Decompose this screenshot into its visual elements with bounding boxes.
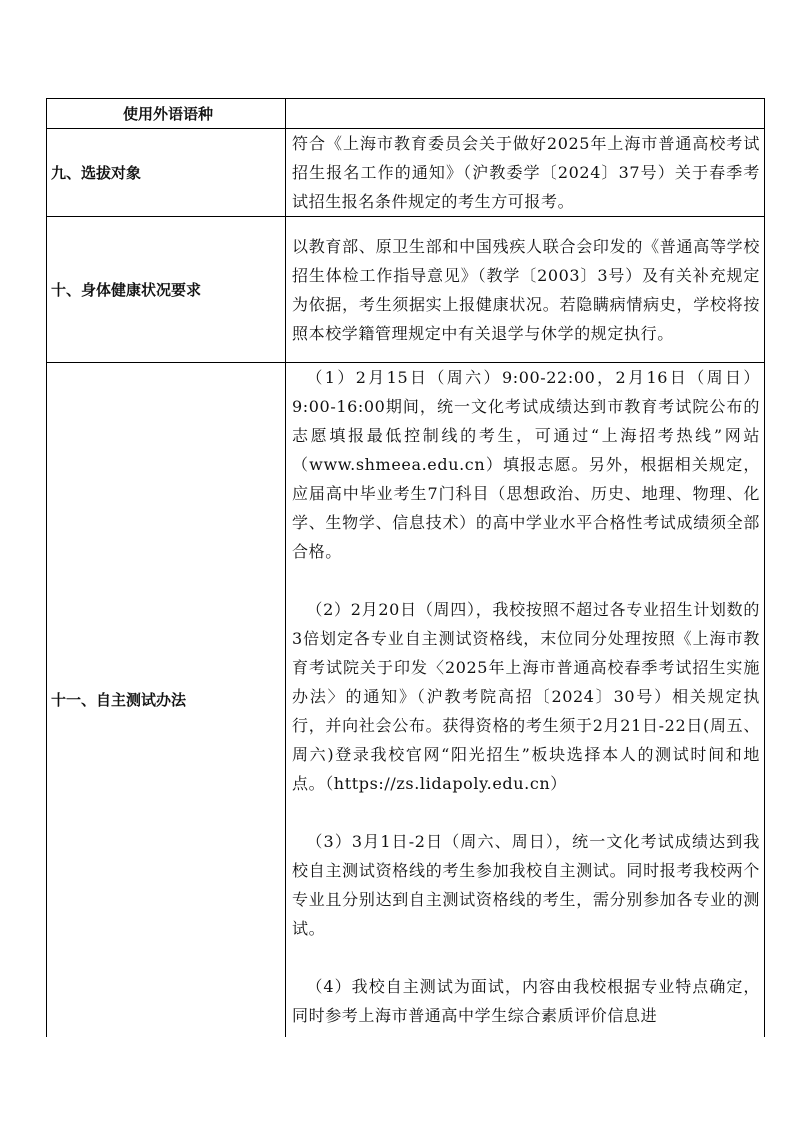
row-value-text: 符合《上海市教育委员会关于做好2025年上海市普通高校考试招生报名工作的通知》（沪教委学〔2024〕37号）关于春季考试招生报名条件规定的考生方可报考。 [292, 134, 760, 211]
paragraph-2: （2）2月20日（周四），我校按照不超过各专业招生计划数的3倍划定各专业自主测试资格线，末位同分处理按照《上海市教育考试院关于印发〈2025年上海市普通高校春季考试招生实施办法〉的通知》（沪教考院高招〔2024〕30号）相关规定执行，并向社会公布。获得资格的考生须于2月21日-22日(周五、周六)登录我校官网“阳光招生”板块选择本人的测试时间和地点。（https://zs.lidapoly.edu.cn） [292, 600, 760, 793]
row-value-empty [286, 99, 765, 129]
table-row [47, 217, 765, 363]
row-label: 使用外语语种 [47, 99, 286, 129]
row-value [286, 217, 765, 363]
table-row [47, 363, 765, 1037]
table-row [47, 129, 765, 217]
paragraph-1: （1）2月15日（周六）9:00-22:00，2月16日（周日）9:00-16:00期间，统一文化考试成绩达到市教育考试院公布的志愿填报最低控制线的考生，可通过“上海招考热线”网站（www.shmeea.edu.cn）填报志愿。另外，根据相关规定，应届高中毕业考生7门科目（思想政治、历史、地理、物理、化学、生物学、信息技术）的高中学业水平合格性考试成绩须全部合格。 [292, 368, 760, 561]
admission-info-table [46, 98, 765, 1037]
paragraph-gap [286, 943, 764, 972]
paragraph-gap [286, 798, 764, 827]
row-label: 十一、自主测试办法 [47, 363, 286, 1037]
paragraph-gap [286, 566, 764, 595]
row-label: 十、身体健康状况要求 [47, 217, 286, 363]
row-value [286, 363, 765, 1037]
row-value-text: 以教育部、原卫生部和中国残疾人联合会印发的《普通高等学校招生体检工作指导意见》（教学〔2003〕3号）及有关补充规定为依据，考生须据实上报健康状况。若隐瞒病情病史，学校将按照本校学籍管理规定中有关退学与休学的规定执行。 [292, 236, 760, 343]
row-label: 九、选拔对象 [47, 129, 286, 217]
row-value [286, 129, 765, 217]
table-row [47, 99, 765, 129]
paragraph-4: （4）我校自主测试为面试，内容由我校根据专业特点确定，同时参考上海市普通高中学生综合素质评价信息进 [292, 977, 760, 1025]
paragraph-3: （3）3月1日-2日（周六、周日），统一文化考试成绩达到我校自主测试资格线的考生参加我校自主测试。同时报考我校两个专业且分别达到自主测试资格线的考生，需分别参加各专业的测试。 [292, 832, 760, 938]
